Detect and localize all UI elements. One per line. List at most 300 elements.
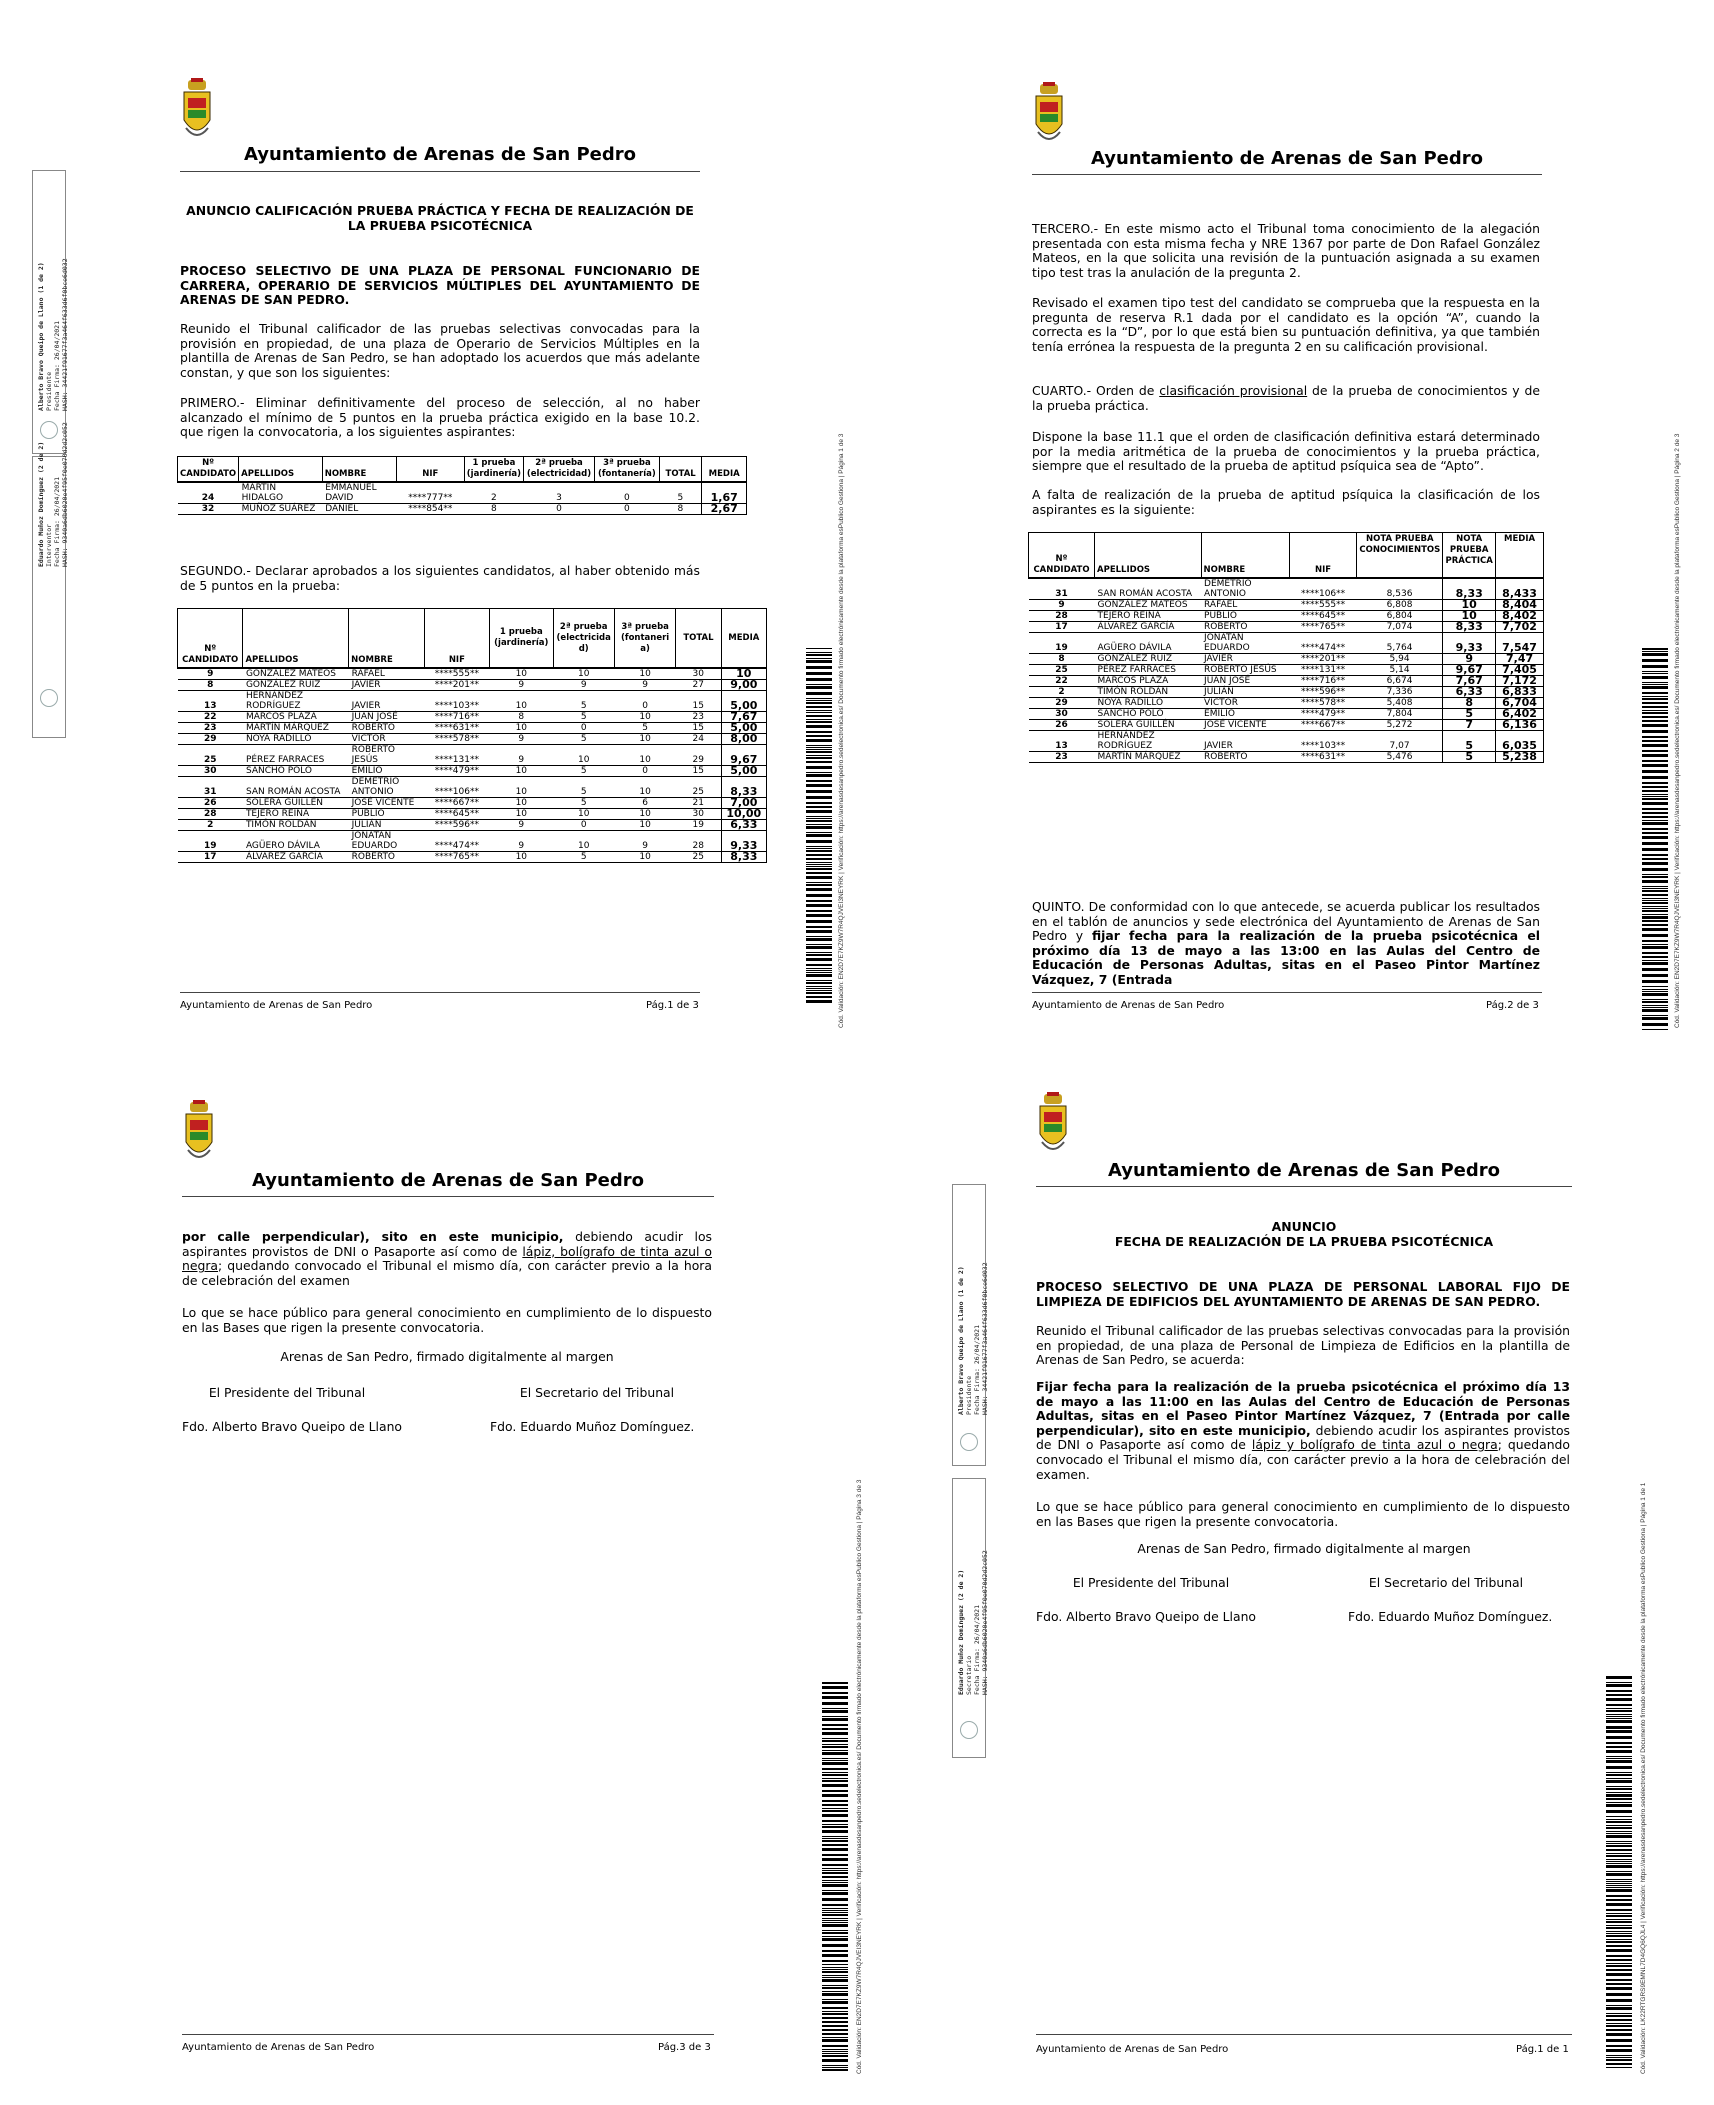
footer-left: Ayuntamiento de Arenas de San Pedro: [182, 2042, 375, 2053]
table-cell: ****131**: [1289, 665, 1357, 676]
barcode-bar: [806, 706, 832, 708]
barcode-bar: [1606, 1802, 1632, 1803]
table-cell: ****555**: [1289, 600, 1357, 611]
table-row: [178, 766, 767, 777]
table-cell: ****854**: [396, 504, 464, 515]
table-cell: 10: [614, 712, 675, 723]
barcode-bar: [1606, 1676, 1632, 1679]
table-cell: ROBERTO JESÚS: [1201, 665, 1289, 676]
barcode-bar: [1606, 2057, 1632, 2058]
barcode-bar: [822, 1854, 848, 1856]
table-cell: 24: [178, 482, 239, 504]
barcode-bar: [822, 1738, 848, 1739]
table-cell: ****716**: [1289, 676, 1357, 687]
barcode-bar: [1606, 2023, 1632, 2024]
barcode-bar: [1606, 2007, 1632, 2010]
barcode-bar: [1606, 1684, 1632, 1687]
table-cell: 10: [721, 668, 766, 680]
table-cell: ****578**: [424, 734, 489, 745]
barcode-bar: [1606, 2005, 1632, 2006]
table-cell: 6,808: [1357, 600, 1443, 611]
barcode-bar: [822, 1778, 848, 1779]
barcode-bar: [822, 1744, 848, 1745]
table-cell: 17: [1029, 622, 1095, 633]
dispone-paragraph: Dispone la base 11.1 que el orden de clasificación definitiva estará determinado por la media aritmética de la prueba de conocimientos y la prueba práctica, siempre que el resultado de la prueba de aptitud psíquica sea de “Apto”.: [1032, 429, 1540, 474]
barcode-bar: [822, 2007, 848, 2009]
barcode-bar: [1606, 1859, 1632, 1860]
presidente-label: El Presidente del Tribunal: [208, 1385, 366, 1400]
barcode-bar: [1606, 2055, 1632, 2056]
table-row: [178, 482, 747, 504]
table-cell: ****106**: [424, 777, 489, 798]
barcode-bar: [1642, 724, 1668, 727]
barcode-bar: [1606, 1833, 1632, 1834]
secretario-label: El Secretario del Tribunal: [1368, 1575, 1524, 1590]
barcode-bar: [1606, 1760, 1632, 1763]
table-cell: 7,47: [1496, 654, 1544, 665]
table-cell: 2: [464, 482, 523, 504]
barcode-bar: [806, 992, 832, 994]
barcode-bar: [806, 739, 832, 742]
barcode-bar: [1606, 1718, 1632, 1719]
table-cell: JOSÉ VICENTE: [1201, 720, 1289, 731]
table-cell: ****645**: [424, 809, 489, 820]
table-cell: 10: [553, 831, 614, 852]
table-cell: 5: [553, 712, 614, 723]
barcode-bar: [822, 1836, 848, 1837]
table-cell: 5: [553, 798, 614, 809]
barcode-bar: [806, 968, 832, 969]
footer-left: Ayuntamiento de Arenas de San Pedro: [1032, 1000, 1225, 1011]
barcode-bar: [806, 990, 832, 991]
barcode-bar: [806, 964, 832, 966]
barcode-bar: [822, 1870, 848, 1871]
barcode-bar: [1606, 1883, 1632, 1884]
barcode-bar: [1606, 1973, 1632, 1976]
barcode-bar: [806, 735, 832, 737]
table-cell: ****777**: [396, 482, 464, 504]
barcode-bar: [822, 1882, 848, 1883]
table-cell: 19: [178, 831, 243, 852]
barcode-bar: [822, 1987, 848, 1989]
barcode-bar: [1642, 1005, 1668, 1006]
barcode-bars: [806, 648, 832, 1006]
barcode-bar: [806, 850, 832, 852]
barcode-bar: [822, 1912, 848, 1913]
table-cell: 30: [676, 668, 721, 680]
table-row: [178, 504, 747, 515]
table-cell: GONZÁLEZ MATEOS: [243, 668, 349, 680]
barcode-bar: [806, 958, 832, 961]
barcode-bar: [1642, 798, 1668, 800]
table-cell: ÁLVAREZ GARCÍA: [243, 852, 349, 863]
barcode-bar: [1606, 1708, 1632, 1709]
table-cell: 10: [490, 798, 553, 809]
barcode-bar: [1606, 1716, 1632, 1717]
barcode-bar: [822, 1830, 848, 1833]
table-row: [178, 668, 767, 680]
col-p2: 2ª prueba (electricida d): [553, 609, 614, 669]
barcode-bar: [1606, 1841, 1632, 1842]
fdo-secretario: Fdo. Eduardo Muñoz Domínguez.: [490, 1419, 695, 1434]
barcode-bar: [822, 1820, 848, 1822]
barcode-bars: [1642, 648, 1668, 1030]
barcode-bar: [1606, 1889, 1632, 1892]
table-row: [1029, 633, 1544, 654]
barcode-bar: [1642, 828, 1668, 830]
table-row: [178, 734, 767, 745]
table-cell: 7,336: [1357, 687, 1443, 698]
barcode-bar: [1642, 684, 1668, 685]
barcode-bar: [806, 731, 832, 733]
col-n: Nº CANDIDATO: [178, 609, 243, 669]
table-cell: 9: [614, 680, 675, 691]
barcode-bar: [1606, 1979, 1632, 1981]
table-cell: EMMANUEL DAVID: [322, 482, 396, 504]
table-cell: 7,172: [1496, 676, 1544, 687]
barcode-bar: [806, 848, 832, 849]
barcode-bar: [1606, 1682, 1632, 1683]
barcode-bar: [822, 1868, 848, 1869]
table-cell: MARTÍN MÁRQUEZ: [1095, 752, 1202, 763]
table-cell: 25: [178, 745, 243, 766]
table-cell: 9,67: [1443, 665, 1496, 676]
signature-text: Alberto Bravo Queipo de Llano (1 de 2) Presidente Fecha Firma: 26/04/2021 HASH: 34421f91677f3a464f633d6f0bce6d032: [37, 258, 69, 411]
barcode-bar: [806, 780, 832, 782]
table-cell: 28: [178, 809, 243, 820]
barcode-bar: [806, 882, 832, 883]
table-cell: 0: [553, 723, 614, 734]
barcode-bars: [822, 1682, 848, 2072]
barcode-bar: [806, 755, 832, 756]
barcode-bar: [822, 1904, 848, 1906]
barcode-bar: [1642, 786, 1668, 788]
table-cell: ****103**: [1289, 731, 1357, 752]
table-cell: 10: [1443, 600, 1496, 611]
table-cell: 8,433: [1496, 578, 1544, 600]
barcode-bar: [1606, 1786, 1632, 1787]
table-cell: 7,804: [1357, 709, 1443, 720]
barcode-bar: [1606, 1774, 1632, 1776]
barcode-bar: [822, 1999, 848, 2000]
secretario-label: El Secretario del Tribunal: [519, 1385, 675, 1400]
barcode-bar: [1642, 676, 1668, 679]
table-cell: 8,404: [1496, 600, 1544, 611]
barcode-bar: [1642, 794, 1668, 795]
barcode-bar: [1642, 880, 1668, 883]
barcode-bar: [1606, 2019, 1632, 2021]
table-row: [178, 712, 767, 723]
barcode-bar: [1606, 1899, 1632, 1901]
table-cell: 7,074: [1357, 622, 1443, 633]
barcode-bar: [1606, 1827, 1632, 1829]
table-cell: DEMETRIO ANTONIO: [1201, 578, 1289, 600]
barcode-bar: [1642, 702, 1668, 704]
table-cell: 5,764: [1357, 633, 1443, 654]
barcode-bar: [806, 938, 832, 941]
table-cell: RAFAEL: [349, 668, 425, 680]
table-cell: 8: [1443, 698, 1496, 709]
barcode-bar: [822, 2029, 848, 2031]
table-cell: MARCOS PLAZA: [1095, 676, 1202, 687]
col-p1: 1 prueba (jardinería): [464, 457, 523, 483]
barcode-bar: [1642, 876, 1668, 878]
table-cell: 5,238: [1496, 752, 1544, 763]
barcode-bar: [806, 926, 832, 928]
barcode-bar: [806, 888, 832, 891]
barcode-bar: [806, 666, 832, 669]
barcode-bar: [1642, 720, 1668, 722]
barcode-bar: [806, 930, 832, 933]
table-cell: 22: [178, 712, 243, 723]
barcode-bar: [822, 1804, 848, 1806]
intro-paragraph: Reunido el Tribunal calificador de las pruebas selectivas convocadas para la provisión en propiedad, de una plaza de Operario de Servicios Múltiples en la plantilla de Arenas de San Pedro, se han adoptado los acuerdos que más adelante constan, y que son los siguientes:: [180, 321, 700, 380]
barcode-bar: [822, 1924, 848, 1927]
barcode-bar: [822, 1858, 848, 1861]
barcode-bar: [1606, 1710, 1632, 1712]
table-cell: ****578**: [1289, 698, 1357, 709]
table-cell: 7,07: [1357, 731, 1443, 752]
barcode-bar: [1606, 1778, 1632, 1779]
barcode-bar: [1642, 659, 1668, 662]
barcode-bar: [1642, 696, 1668, 697]
barcode-bar: [806, 715, 832, 717]
barcode-bar: [822, 1824, 848, 1825]
barcode-bar: [1606, 2015, 1632, 2017]
barcode-bar: [806, 854, 832, 856]
header-rule: [180, 171, 700, 172]
barcode-bar: [822, 1910, 848, 1911]
barcode-bar: [822, 1880, 848, 1881]
barcode-bar: [822, 1682, 848, 1684]
barcode-bar: [806, 700, 832, 701]
barcode-bar: [822, 1716, 848, 1717]
table-cell: 7,405: [1496, 665, 1544, 676]
col-n: Nº CANDIDATO: [178, 457, 239, 483]
table-row: [178, 831, 767, 852]
barcode-bars: [1606, 1676, 1632, 2068]
table-cell: ****765**: [1289, 622, 1357, 633]
col-nif: NIF: [1289, 533, 1357, 579]
barcode-bar: [1606, 1909, 1632, 1911]
barcode-bar: [806, 796, 832, 799]
barcode-bar: [1642, 648, 1668, 650]
barcode-bar: [1606, 1792, 1632, 1793]
table-cell: 5: [1443, 709, 1496, 720]
table-cell: ****667**: [424, 798, 489, 809]
table-cell: 5,00: [721, 691, 766, 712]
table-cell: 30: [1029, 709, 1095, 720]
announcement-subtitle: FECHA DE REALIZACIÓN DE LA PRUEBA PSICOTÉCNICA: [1114, 1234, 1494, 1249]
barcode-bar: [1606, 1863, 1632, 1864]
table-cell: 6,402: [1496, 709, 1544, 720]
announcement-title: ANUNCIO: [1271, 1219, 1337, 1234]
barcode-bar: [1642, 686, 1668, 689]
table-cell: 9: [490, 820, 553, 831]
table-cell: JUAN JOSÉ: [1201, 676, 1289, 687]
barcode-bar: [1642, 986, 1668, 987]
table-cell: ****474**: [1289, 633, 1357, 654]
barcode-bar: [822, 1692, 848, 1694]
barcode-bar: [822, 1838, 848, 1839]
barcode-bar: [1642, 682, 1668, 683]
table-cell: 6,804: [1357, 611, 1443, 622]
org-header: Ayuntamiento de Arenas de San Pedro: [252, 1170, 644, 1191]
table-row: [178, 852, 767, 863]
barcode-bar: [806, 686, 832, 689]
barcode-bar: [1606, 1821, 1632, 1823]
table-row: [1029, 731, 1544, 752]
table-cell: ROBERTO: [349, 852, 425, 863]
table-row: [178, 798, 767, 809]
barcode-bar: [806, 806, 832, 808]
barcode-bar: [822, 1826, 848, 1828]
barcode-bar: [1606, 1965, 1632, 1967]
header-rule: [1036, 1186, 1572, 1187]
barcode-bar: [806, 996, 832, 998]
table-cell: TEJERO REINA: [1095, 611, 1202, 622]
barcode-bar: [1642, 716, 1668, 718]
barcode-bar: [1606, 1881, 1632, 1882]
barcode-bar: [1606, 1831, 1632, 1832]
barcode-bar: [1642, 916, 1668, 919]
table-cell: JAVIER: [1201, 654, 1289, 665]
table-cell: JONATAN EDUARDO: [1201, 633, 1289, 654]
barcode-bar: [1606, 1694, 1632, 1696]
table-cell: 8: [1029, 654, 1095, 665]
barcode-bar: [1642, 886, 1668, 887]
table-cell: 9,33: [1443, 633, 1496, 654]
barcode-bar: [1642, 854, 1668, 856]
barcode-icon: [806, 648, 832, 1006]
barcode-bar: [806, 721, 832, 723]
eliminated-table: [177, 456, 747, 515]
barcode-bar: [822, 1876, 848, 1878]
segundo-paragraph: SEGUNDO.- Declarar aprobados a los siguientes candidatos, al haber obtenido más de 5 puntos en la prueba:: [180, 563, 700, 593]
barcode-bar: [806, 747, 832, 748]
barcode-bar: [1606, 1758, 1632, 1759]
table-cell: 7,67: [721, 712, 766, 723]
barcode-bar: [822, 1696, 848, 1699]
table-cell: MARTÍN HIDALGO: [239, 482, 323, 504]
barcode-bar: [1606, 1780, 1632, 1783]
table-cell: 1,67: [702, 482, 747, 504]
barcode-bar: [822, 2021, 848, 2023]
barcode-bar: [1642, 754, 1668, 757]
barcode-bar: [806, 698, 832, 699]
tercero-paragraph: TERCERO.- En este mismo acto el Tribunal toma conocimiento de la alegación presentada con esta misma fecha y NRE 1367 por parte de Don Rafael González Mateos, en la que solicita una revisión de la puntuación asignada a su examen tipo test tras la anulación de la pregunta 2.: [1032, 221, 1540, 280]
table-cell: DEMETRIO ANTONIO: [349, 777, 425, 798]
barcode-bar: [1606, 2039, 1632, 2042]
table-cell: 28: [676, 831, 721, 852]
table-cell: 9: [490, 680, 553, 691]
barcode-bar: [806, 954, 832, 956]
barcode-bar: [806, 660, 832, 663]
table-cell: PUBLIO: [1201, 611, 1289, 622]
table-cell: 29: [676, 745, 721, 766]
barcode-bar: [822, 1954, 848, 1957]
table-cell: 5: [553, 691, 614, 712]
barcode-bar: [1642, 653, 1668, 656]
table-row: [178, 680, 767, 691]
col-total: TOTAL: [676, 609, 721, 669]
table-cell: AGÜERO DÁVILA: [243, 831, 349, 852]
barcode-bar: [1642, 736, 1668, 738]
table-cell: 10: [490, 668, 553, 680]
table-cell: 10: [490, 809, 553, 820]
barcode-bar: [1606, 1849, 1632, 1851]
signature-panel-alberto: [32, 170, 69, 454]
table-cell: ****631**: [424, 723, 489, 734]
table-cell: JULIÁN: [349, 820, 425, 831]
table-cell: ****631**: [1289, 752, 1357, 763]
barcode-bar: [822, 1975, 848, 1976]
table-cell: ****555**: [424, 668, 489, 680]
table-cell: GONZÁLEZ MATEOS: [1095, 600, 1202, 611]
table-cell: 6,833: [1496, 687, 1544, 698]
table-cell: 10: [553, 809, 614, 820]
validation-text: Cód. Validación: EN2D7E7KZ9W7R4QJVEI3NEYRK | Verificación: https://arenasdesanpedro.sedelectronica.es/ Documento firmado electrónicamente desde la plataforma esPublico Gestiona | Página 3 de 3: [856, 1479, 863, 2074]
barcode-bar: [1642, 956, 1668, 958]
table-cell: ****479**: [1289, 709, 1357, 720]
fdo-presidente: Fdo. Alberto Bravo Queipo de Llano: [1036, 1609, 1257, 1624]
announcement-title: ANUNCIO CALIFICACIÓN PRUEBA PRÁCTICA Y FECHA DE REALIZACIÓN DE LA PRUEBA PSICOTÉCNICA: [186, 203, 694, 233]
barcode-bar: [822, 1890, 848, 1891]
barcode-bar: [1606, 1746, 1632, 1748]
table-cell: 27: [676, 680, 721, 691]
table-cell: ****645**: [1289, 611, 1357, 622]
table-cell: 10: [614, 852, 675, 863]
col-media: MEDIA: [721, 609, 766, 669]
barcode-bar: [1606, 2067, 1632, 2068]
barcode-bar: [806, 858, 832, 860]
table-cell: 10: [614, 820, 675, 831]
table-cell: 21: [676, 798, 721, 809]
table-cell: 2: [1029, 687, 1095, 698]
table-cell: 2: [178, 820, 243, 831]
barcode-bar: [806, 1000, 832, 1003]
table-cell: 5: [553, 734, 614, 745]
barcode-bar: [806, 790, 832, 793]
table-cell: 8,33: [721, 777, 766, 798]
barcode-bar: [1606, 1871, 1632, 1872]
table-cell: 9: [490, 745, 553, 766]
barcode-bar: [806, 772, 832, 773]
barcode-bar: [1642, 673, 1668, 674]
barcode-bar: [806, 920, 832, 923]
barcode-bar: [1606, 1704, 1632, 1706]
barcode-bar: [1642, 894, 1668, 896]
barcode-bar: [822, 1950, 848, 1952]
col-n: Nº CANDIDATO: [1029, 533, 1095, 579]
table-cell: 25: [676, 852, 721, 863]
table-cell: 6: [614, 798, 675, 809]
footer-left: Ayuntamiento de Arenas de San Pedro: [1036, 2044, 1229, 2055]
barcode-bar: [822, 2051, 848, 2052]
table-cell: 0: [594, 504, 659, 515]
table-cell: ROBERTO: [349, 723, 425, 734]
barcode-bar: [1606, 1772, 1632, 1773]
barcode-bar: [806, 745, 832, 746]
barcode-bar: [806, 952, 832, 953]
table-cell: 10: [490, 723, 553, 734]
barcode-bar: [1606, 1939, 1632, 1940]
col-p3: 3ª prueba (fontaneri a): [614, 609, 675, 669]
barcode-bar: [806, 751, 832, 753]
table-cell: SANCHO POLO: [243, 766, 349, 777]
barcode-bar: [1642, 991, 1668, 992]
barcode-bar: [822, 1790, 848, 1792]
